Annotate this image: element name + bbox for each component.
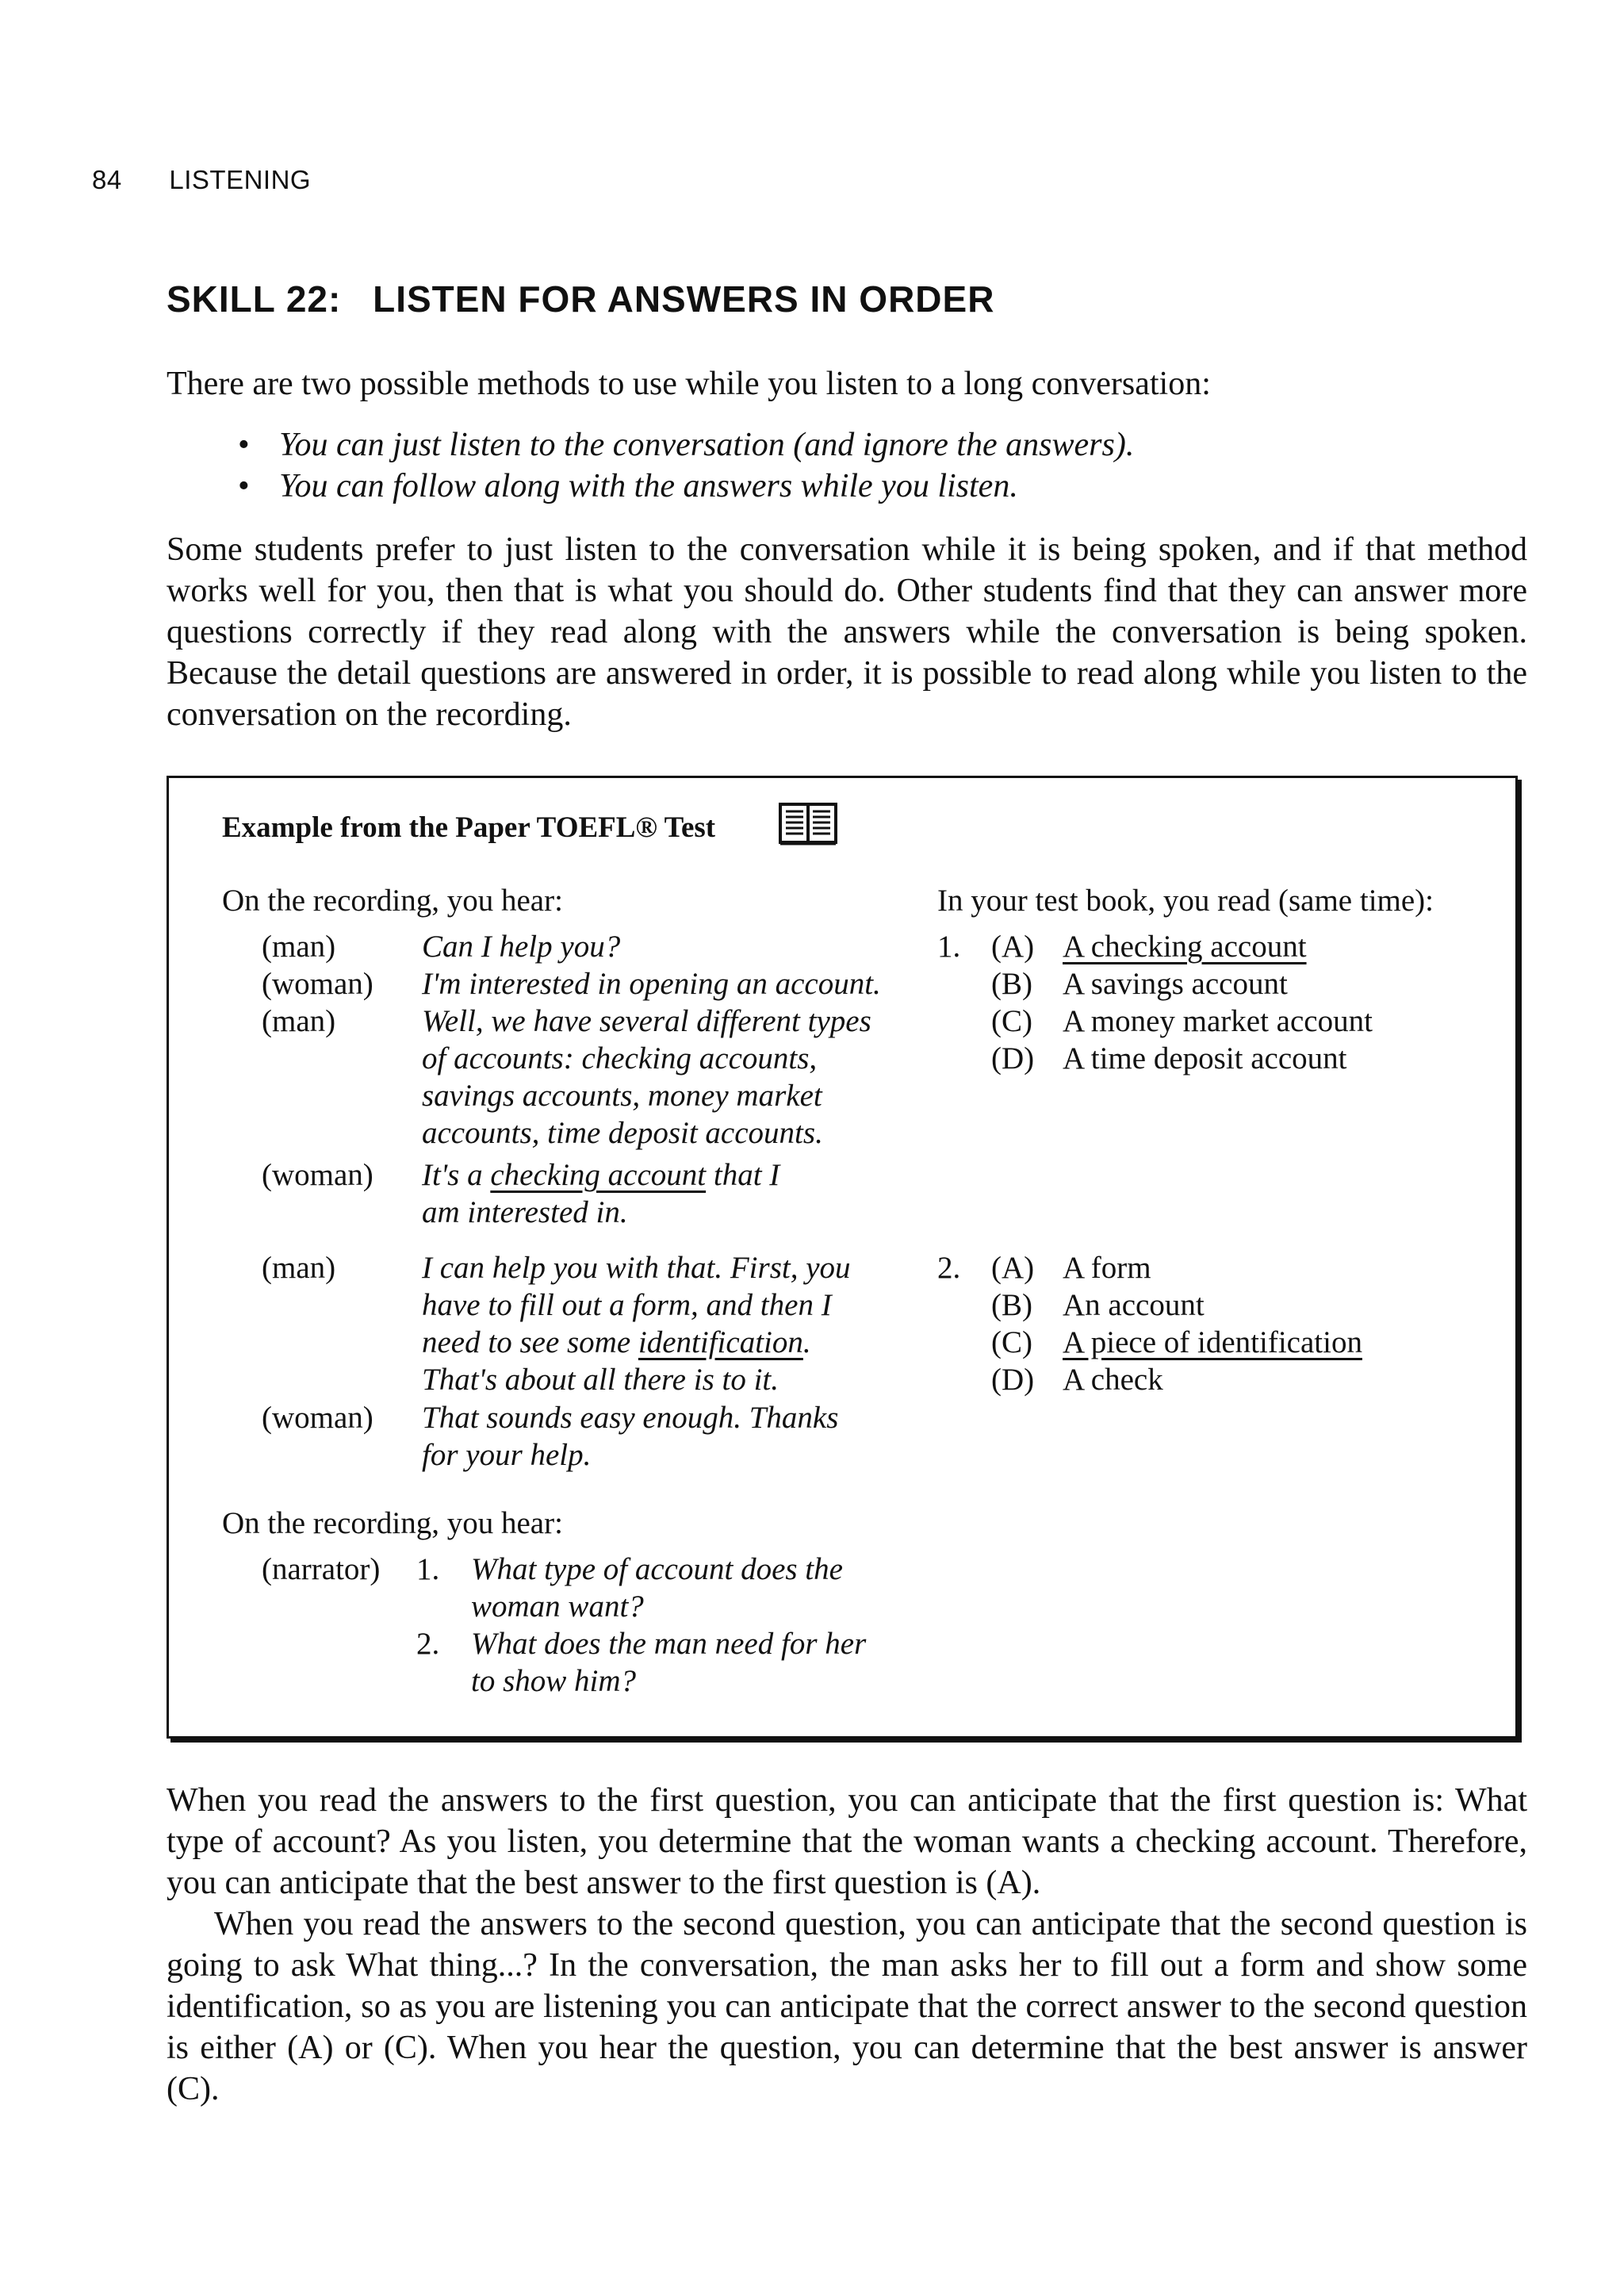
skill-label: SKILL 22: — [167, 278, 342, 320]
question-text: What type of account does the woman want? — [471, 1552, 843, 1624]
explanation-paragraph: When you read the answers to the first question, you can anticipate that the first question is: What type of account? As you listen, you determine that the woman wants a checking account. Therefore, you can anticipate that the best answer to the first question is (A). — [167, 1782, 1527, 1901]
method-item: • You can follow along with the answers while you listen. — [279, 466, 1134, 507]
choice-text: A time deposit account — [1063, 1041, 1347, 1075]
question-text: What does the man need for her to show him? — [471, 1627, 867, 1698]
choice-text: A check — [1063, 1363, 1163, 1397]
choice-letter: (A) — [991, 1251, 1035, 1285]
answer-number: 2. — [937, 1251, 961, 1285]
choice-letter: (A) — [991, 930, 1035, 964]
answer-number: 1. — [937, 930, 961, 964]
choice-text: An account — [1063, 1288, 1205, 1322]
skill-title: LISTEN FOR ANSWERS IN ORDER — [373, 278, 995, 320]
conversation-line: I'm interested in opening an account. — [422, 967, 881, 1001]
body-paragraph: Some students prefer to just listen to the conversation while it is being spoken, and if that method works well for you, then that is what you should do. Other students find that they can answer more questions correctly if they read along with the answers while the conversation is being spoken. Because the detail questions are answered in order, it is possible to read along while you listen to the conversation on the recording. — [167, 531, 1527, 733]
choice-letter: (D) — [991, 1041, 1035, 1075]
skill-heading — [167, 278, 994, 320]
conversation-line: That sounds easy enough. Thanks for your help. — [422, 1401, 839, 1472]
choice-letter: (D) — [991, 1363, 1035, 1397]
speaker-label: (man) — [262, 1251, 336, 1285]
question-number: 1. — [416, 1552, 440, 1586]
section-name: LISTENING — [169, 165, 312, 194]
method-item: • You can just listen to the conversation (and ignore the answers). — [279, 424, 1134, 466]
speaker-label: (man) — [262, 930, 336, 964]
conversation-line: I can help you with that. First, you have to fill out a form, and then I need to see some identification. That's about all there is to it. — [422, 1251, 851, 1397]
choice-text: A money market account — [1063, 1004, 1373, 1038]
conversation-line: Can I help you? — [422, 930, 621, 964]
intro-paragraph: There are two possible methods to use while you listen to a long conversation: — [167, 366, 1211, 402]
choice-text: A checking account — [1063, 930, 1307, 964]
running-header — [92, 165, 311, 195]
speaker-label: (woman) — [262, 1158, 373, 1192]
page-number: 84 — [92, 165, 122, 194]
speaker-label: (man) — [262, 1004, 336, 1038]
underlined-phrase: checking account — [490, 1158, 707, 1192]
questions-heading: On the recording, you hear: — [222, 1506, 563, 1540]
hear-heading: On the recording, you hear: — [222, 884, 563, 918]
underlined-phrase: identification — [638, 1325, 803, 1359]
choice-text: A form — [1063, 1251, 1151, 1285]
explanation — [167, 1780, 1527, 2110]
book-icon — [779, 803, 837, 845]
choice-text: A savings account — [1063, 967, 1288, 1001]
read-heading: In your test book, you read (same time): — [937, 884, 1434, 918]
choice-letter: (B) — [991, 967, 1032, 1001]
speaker-label: (woman) — [262, 1401, 373, 1435]
method-list — [279, 424, 1134, 507]
conversation-line: Well, we have several different types of accounts: checking accounts, savings accounts, money market accounts, time deposit accounts. — [422, 1004, 871, 1150]
choice-letter: (C) — [991, 1325, 1032, 1359]
choice-letter: (B) — [991, 1288, 1032, 1322]
narrator-label: (narrator) — [262, 1552, 381, 1586]
conversation-line: It's a checking account that I am interested in. — [422, 1158, 780, 1229]
choice-text: A piece of identification — [1063, 1325, 1362, 1359]
speaker-label: (woman) — [262, 967, 373, 1001]
example-title: Example from the Paper TOEFL® Test — [222, 811, 716, 844]
choice-letter: (C) — [991, 1004, 1032, 1038]
question-number: 2. — [416, 1627, 440, 1661]
explanation-paragraph: When you read the answers to the second question, you can anticipate that the second question is going to ask What thing...? In the conversation, the man asks her to fill out a form and show some identification, so as you are listening you can anticipate that the correct answer to the second question is either (A) or (C). When you hear the question, you can determine that the best answer is answer (C). — [167, 1906, 1527, 2107]
